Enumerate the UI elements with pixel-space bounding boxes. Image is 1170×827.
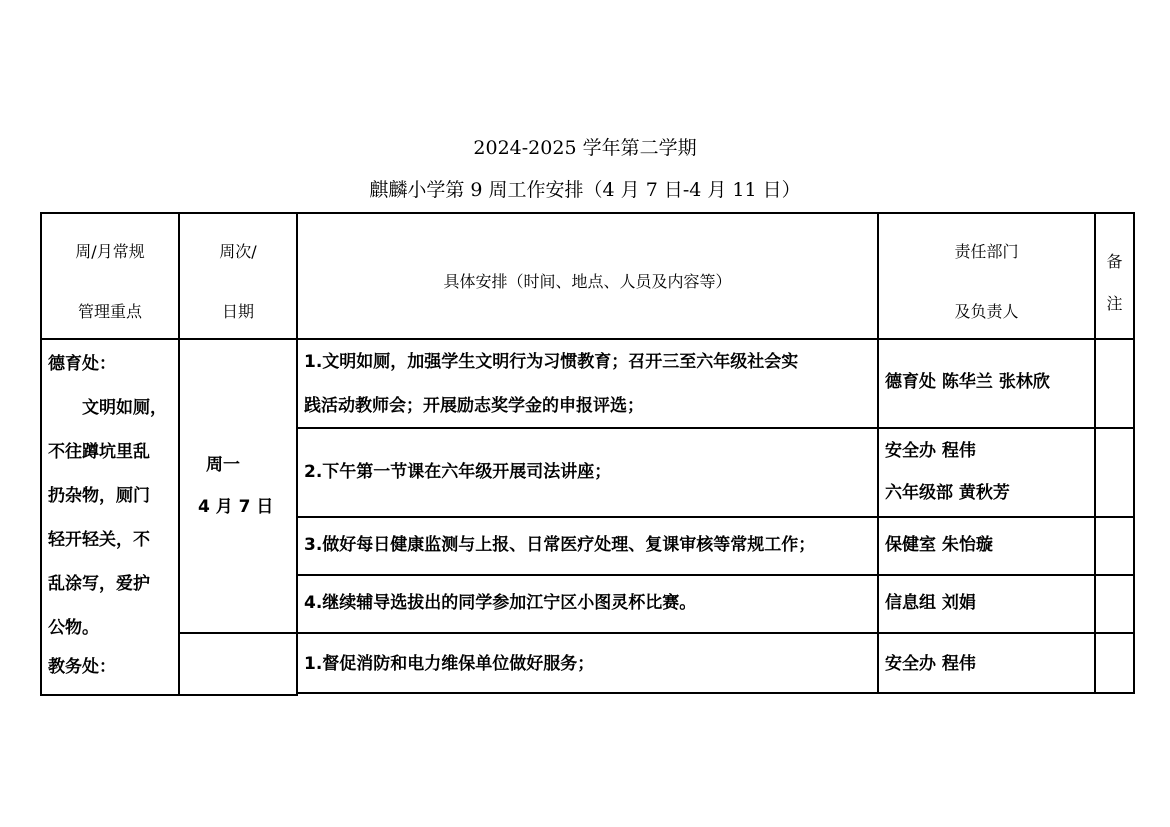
owner-cell: 信息组 刘娟: [885, 593, 976, 613]
row-divider: [297, 427, 1135, 429]
schedule-table: [40, 212, 1135, 696]
header-owner-line2: 及负责人: [954, 302, 1019, 321]
task-cell: 3.做好每日健康监测与上报、日常医疗处理、复课审核等常规工作；: [304, 535, 816, 555]
task-cell: 1.文明如厕，加强学生文明行为习惯教育；召开三至六年级社会实: [304, 352, 799, 372]
owner-cell: 安全办 程伟: [885, 441, 976, 461]
day-date: 4 月 7 日: [198, 497, 274, 517]
focus-line: 乱涂写，爱护: [48, 574, 150, 594]
col-divider: [877, 212, 879, 694]
row-divider: [179, 632, 1135, 634]
table-border-bottom-right: [297, 692, 1135, 694]
focus-line: 扔杂物，厕门: [48, 486, 150, 506]
row-divider: [297, 574, 1135, 576]
header-arrangement: 具体安排（时间、地点、人员及内容等）: [443, 272, 732, 291]
focus-line: 文明如厕，: [82, 398, 167, 418]
header-focus-line2: 管理重点: [77, 302, 142, 321]
table-border-right: [1133, 212, 1135, 694]
day-weekday: 周一: [206, 455, 240, 475]
focus-line: 轻开轻关，不: [48, 530, 150, 550]
header-notes-line2: 注: [1106, 294, 1123, 313]
focus-dept-moral: 德育处：: [48, 354, 116, 374]
row-divider: [297, 516, 1135, 518]
task-cell: 1.督促消防和电力维保单位做好服务；: [304, 654, 595, 674]
header-owner-line1: 责任部门: [954, 242, 1019, 261]
header-day-line1: 周次/: [219, 242, 257, 261]
focus-line: 公物。: [48, 618, 99, 638]
owner-cell: 安全办 程伟: [885, 654, 976, 674]
table-border-top: [40, 212, 1135, 214]
table-border-left: [40, 212, 42, 696]
focus-line: 不往蹲坑里乱: [48, 442, 150, 462]
header-focus-line1: 周/月常规: [75, 242, 145, 261]
focus-dept-academic: 教务处：: [48, 657, 116, 677]
col-divider: [178, 212, 180, 696]
owner-cell: 六年级部 黄秋芳: [885, 483, 1010, 503]
owner-cell: 德育处 陈华兰 张林欣: [885, 372, 1050, 392]
table-border-bottom: [40, 694, 298, 696]
header-notes-line1: 备: [1106, 252, 1123, 271]
owner-cell: 保健室 朱怡璇: [885, 535, 993, 555]
task-cell: 4.继续辅导选拔出的同学参加江宁区小图灵杯比赛。: [304, 593, 697, 613]
col-divider: [1094, 212, 1096, 694]
header-day-line2: 日期: [221, 302, 254, 321]
task-cell: 践活动教师会；开展励志奖学金的申报评选；: [304, 396, 644, 416]
task-cell: 2.下午第一节课在六年级开展司法讲座；: [304, 462, 612, 482]
term-heading: 2024-2025 学年第二学期: [473, 137, 697, 159]
header-divider: [40, 338, 1135, 340]
schedule-title: 麒麟小学第 9 周工作安排（4 月 7 日-4 月 11 日）: [369, 179, 801, 201]
